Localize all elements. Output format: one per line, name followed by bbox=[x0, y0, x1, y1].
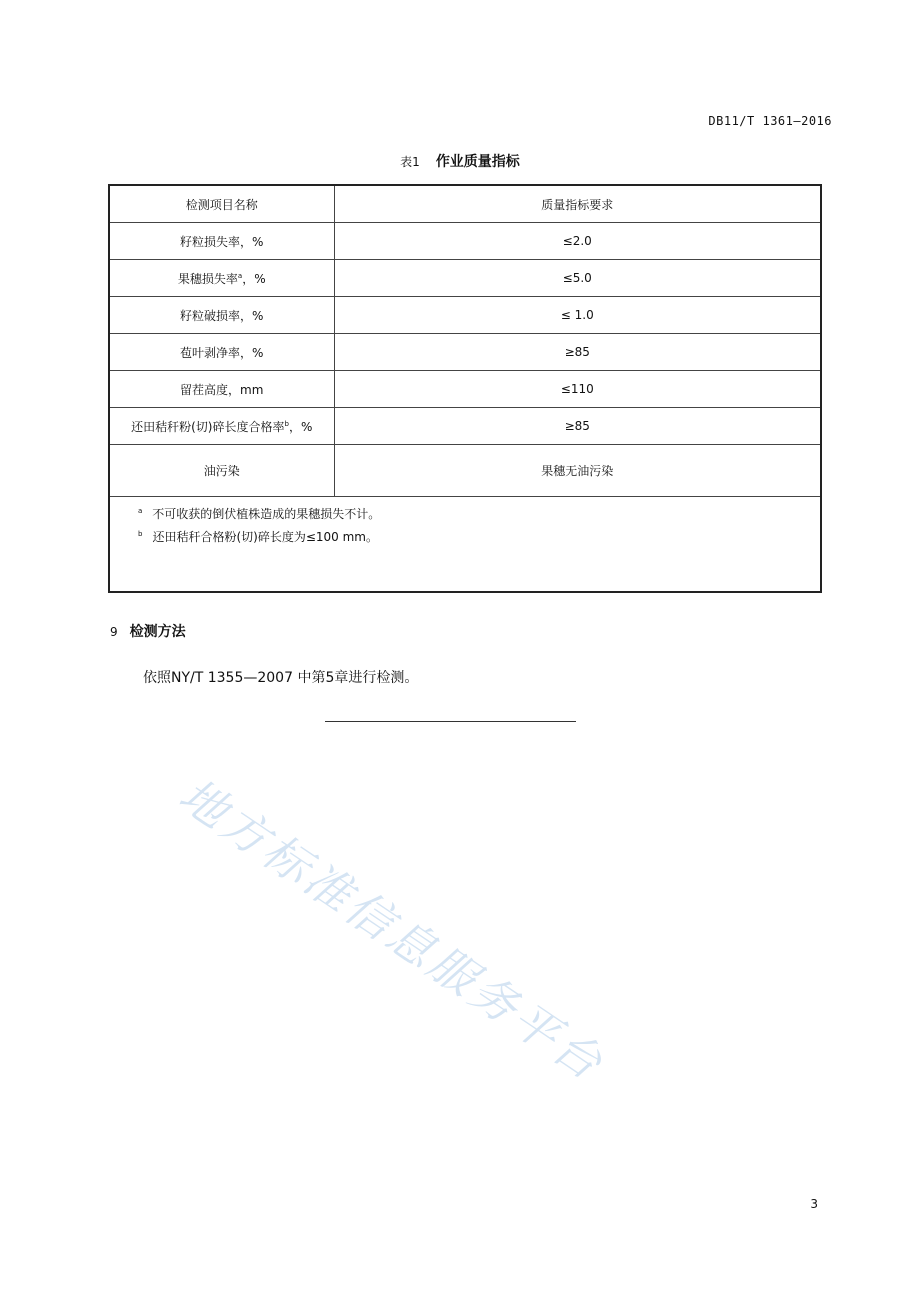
requirement-cell: ≤ 1.0 bbox=[334, 297, 821, 334]
item-cell: 果穗损失率$^a$，% bbox=[109, 260, 334, 297]
column-header-requirement: 质量指标要求 bbox=[334, 185, 821, 223]
table-number: 表1 bbox=[400, 155, 420, 169]
table-notes bbox=[109, 497, 821, 593]
footnote-ref: b bbox=[284, 419, 289, 428]
section-title: 检测方法 bbox=[129, 624, 186, 640]
table-row bbox=[109, 445, 821, 497]
requirement-cell: ≥85 bbox=[334, 334, 821, 371]
table-notes-row bbox=[109, 497, 821, 593]
item-cell: 油污染 bbox=[109, 445, 334, 497]
section-body: 依照NY/T 1355—2007 中第5章进行检测。 bbox=[143, 670, 419, 686]
item-cell: 留茬高度，mm bbox=[109, 371, 334, 408]
requirement-cell: ≥85 bbox=[334, 408, 821, 445]
requirement-cell: ≤5.0 bbox=[334, 260, 821, 297]
table-title-text: 作业质量指标 bbox=[435, 154, 520, 170]
table-row bbox=[109, 297, 821, 334]
requirement-cell: ≤110 bbox=[334, 371, 821, 408]
column-header-item: 检测项目名称 bbox=[109, 185, 334, 223]
item-cell: 籽粒破损率，% bbox=[109, 297, 334, 334]
document-code: DB11/T 1361—2016 bbox=[708, 114, 832, 128]
section-number: 9 bbox=[110, 625, 118, 639]
watermark: 地方标准信息服务平台 bbox=[169, 767, 615, 1092]
table-row bbox=[109, 408, 821, 445]
end-rule bbox=[325, 721, 576, 722]
page-number: 3 bbox=[810, 1197, 818, 1211]
table-title bbox=[0, 151, 920, 171]
table-row bbox=[109, 260, 821, 297]
quality-indicator-table bbox=[108, 184, 822, 593]
table-note: $^b$ 还田秸秆合格粉(切)碎长度为≤100 mm。 bbox=[138, 530, 378, 544]
table-row bbox=[109, 223, 821, 260]
table-note: $^a$ 不可收获的倒伏植株造成的果穗损失不计。 bbox=[138, 507, 381, 521]
footnote-ref: a bbox=[237, 271, 243, 280]
table-header-row bbox=[109, 185, 821, 223]
item-cell: 苞叶剥净率，% bbox=[109, 334, 334, 371]
table-row bbox=[109, 371, 821, 408]
table-row bbox=[109, 334, 821, 371]
item-cell: 籽粒损失率，% bbox=[109, 223, 334, 260]
requirement-cell: ≤2.0 bbox=[334, 223, 821, 260]
section-heading bbox=[110, 621, 186, 641]
item-cell: 还田秸秆粉(切)碎长度合格率$^b$，% bbox=[109, 408, 334, 445]
requirement-cell: 果穗无油污染 bbox=[334, 445, 821, 497]
